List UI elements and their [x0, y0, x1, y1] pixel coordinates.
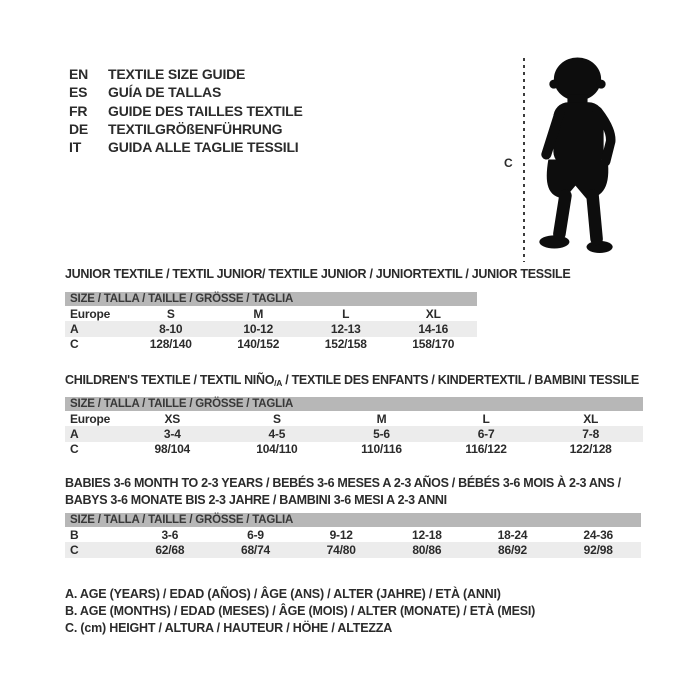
table-row — [65, 442, 643, 457]
table-header-bar: SIZE / TALLA / TAILLE / GRÖSSE / TAGLIA — [65, 397, 643, 411]
table-cell: 128/140 — [149, 337, 192, 352]
table-cell: XL — [583, 411, 599, 426]
language-list — [69, 65, 303, 156]
table-cell: 4-5 — [268, 427, 286, 442]
table-cell: 3-6 — [161, 527, 179, 542]
table-cell: 24-36 — [583, 527, 614, 542]
table-row — [65, 411, 643, 426]
row-label: C — [70, 337, 79, 352]
language-row — [69, 65, 303, 83]
table-cell: L — [342, 306, 350, 321]
table-cell: S — [166, 306, 175, 321]
table-cell: 6-7 — [477, 427, 495, 442]
title-text: / TEXTILE DES ENFANTS / KINDERTEXTIL / BAMBINI TESSILE — [282, 373, 639, 387]
language-row — [69, 102, 303, 120]
table-title — [65, 372, 639, 392]
table-row — [65, 542, 641, 557]
table-cell: 18-24 — [497, 527, 528, 542]
table-cell: S — [272, 411, 281, 426]
table-header-bar: SIZE / TALLA / TAILLE / GRÖSSE / TAGLIA — [65, 513, 641, 527]
language-label: TEXTILE SIZE GUIDE — [108, 66, 246, 83]
table-cell: 9-12 — [329, 527, 353, 542]
table-cell: 116/122 — [465, 442, 507, 457]
table-title: JUNIOR TEXTILE / TEXTIL JUNIOR/ TEXTILE JUNIOR / JUNIORTEXTIL / JUNIOR TESSILE — [65, 267, 571, 281]
title-subscript: /A — [274, 378, 283, 388]
height-measure-line — [523, 58, 525, 262]
table-cell: 12-13 — [330, 322, 361, 337]
toddler-silhouette-icon — [531, 57, 628, 259]
title-line: BABYS 3-6 MONATE BIS 2-3 JAHRE / BAMBINI 3-6 MESI A 2-3 ANNI — [65, 493, 447, 507]
language-code: FR — [69, 102, 88, 119]
table-cell: 74/80 — [326, 543, 356, 558]
language-label: GUIDA ALLE TAGLIE TESSILI — [108, 139, 299, 156]
language-code: EN — [69, 66, 89, 83]
table-cell: L — [482, 411, 490, 426]
table-grid — [65, 397, 643, 457]
table-cell: 14-16 — [418, 322, 449, 337]
language-code: IT — [69, 139, 82, 156]
row-label: C — [70, 442, 79, 457]
table-cell: 152/158 — [324, 337, 367, 352]
table-cell: 104/110 — [256, 442, 298, 457]
table-cell: M — [376, 411, 387, 426]
table-cell: 68/74 — [240, 543, 271, 558]
table-cell: 122/128 — [569, 442, 612, 457]
table-cell: 6-9 — [247, 527, 264, 542]
table-header-bar: SIZE / TALLA / TAILLE / GRÖSSE / TAGLIA — [65, 292, 477, 306]
table-title — [65, 475, 621, 509]
table-row — [65, 426, 643, 441]
language-code: DE — [69, 121, 89, 138]
table-cell: 7-8 — [582, 427, 600, 442]
row-label: A — [70, 427, 79, 442]
table-cell: 3-4 — [163, 427, 181, 442]
table-cell: 86/92 — [498, 543, 528, 558]
title-line: BABIES 3-6 MONTH TO 2-3 YEARS / BEBÉS 3-6 MESES A 2-3 AÑOS / BÉBÉS 3-6 MOIS À 2-3 ANS / — [65, 476, 621, 490]
table-cell: 80/86 — [412, 543, 442, 558]
table-row — [65, 527, 641, 542]
table-cell: 12-18 — [412, 527, 442, 542]
table-grid — [65, 513, 641, 558]
table-cell: 92/98 — [583, 543, 613, 558]
language-row — [69, 120, 303, 138]
table-grid — [65, 292, 477, 352]
table-cell: 110/116 — [361, 442, 402, 457]
row-label: B — [70, 527, 79, 542]
table-cell: XS — [164, 411, 181, 426]
language-label: GUIDE DES TAILLES TEXTILE — [108, 102, 303, 119]
table-cell: 158/170 — [412, 337, 455, 352]
table-cell: M — [253, 306, 264, 321]
table-cell: 98/104 — [154, 442, 191, 457]
language-label: GUÍA DE TALLAS — [108, 84, 222, 101]
height-label: C — [504, 156, 513, 170]
legend-line: A. AGE (YEARS) / EDAD (AÑOS) / ÂGE (ANS) / ALTER (JAHRE) / ETÀ (ANNI) — [65, 587, 501, 602]
language-code: ES — [69, 84, 88, 101]
title-text: CHILDREN'S TEXTILE / TEXTIL NIÑO — [65, 373, 275, 387]
row-label: A — [70, 322, 79, 337]
language-row — [69, 83, 303, 101]
table-cell: XL — [425, 306, 441, 321]
table-cell: 8-10 — [159, 322, 183, 337]
legend — [65, 586, 535, 636]
table-cell: 10-12 — [243, 322, 274, 337]
row-label: C — [70, 543, 79, 558]
table-row — [65, 337, 477, 352]
row-label: Europe — [70, 306, 111, 321]
table-row — [65, 321, 477, 336]
legend-line: C. (cm) HEIGHT / ALTURA / HAUTEUR / HÖHE / ALTEZZA — [65, 620, 393, 635]
language-label: TEXTILGRÖßENFÜHRUNG — [108, 121, 283, 138]
language-row — [69, 138, 303, 156]
table-cell: 62/68 — [155, 543, 185, 558]
table-cell: 140/152 — [237, 337, 280, 352]
row-label: Europe — [70, 411, 111, 426]
legend-line: B. AGE (MONTHS) / EDAD (MESES) / ÂGE (MOIS) / ALTER (MONATE) / ETÀ (MESI) — [65, 604, 536, 619]
table-row — [65, 306, 477, 321]
table-cell: 5-6 — [373, 427, 390, 442]
